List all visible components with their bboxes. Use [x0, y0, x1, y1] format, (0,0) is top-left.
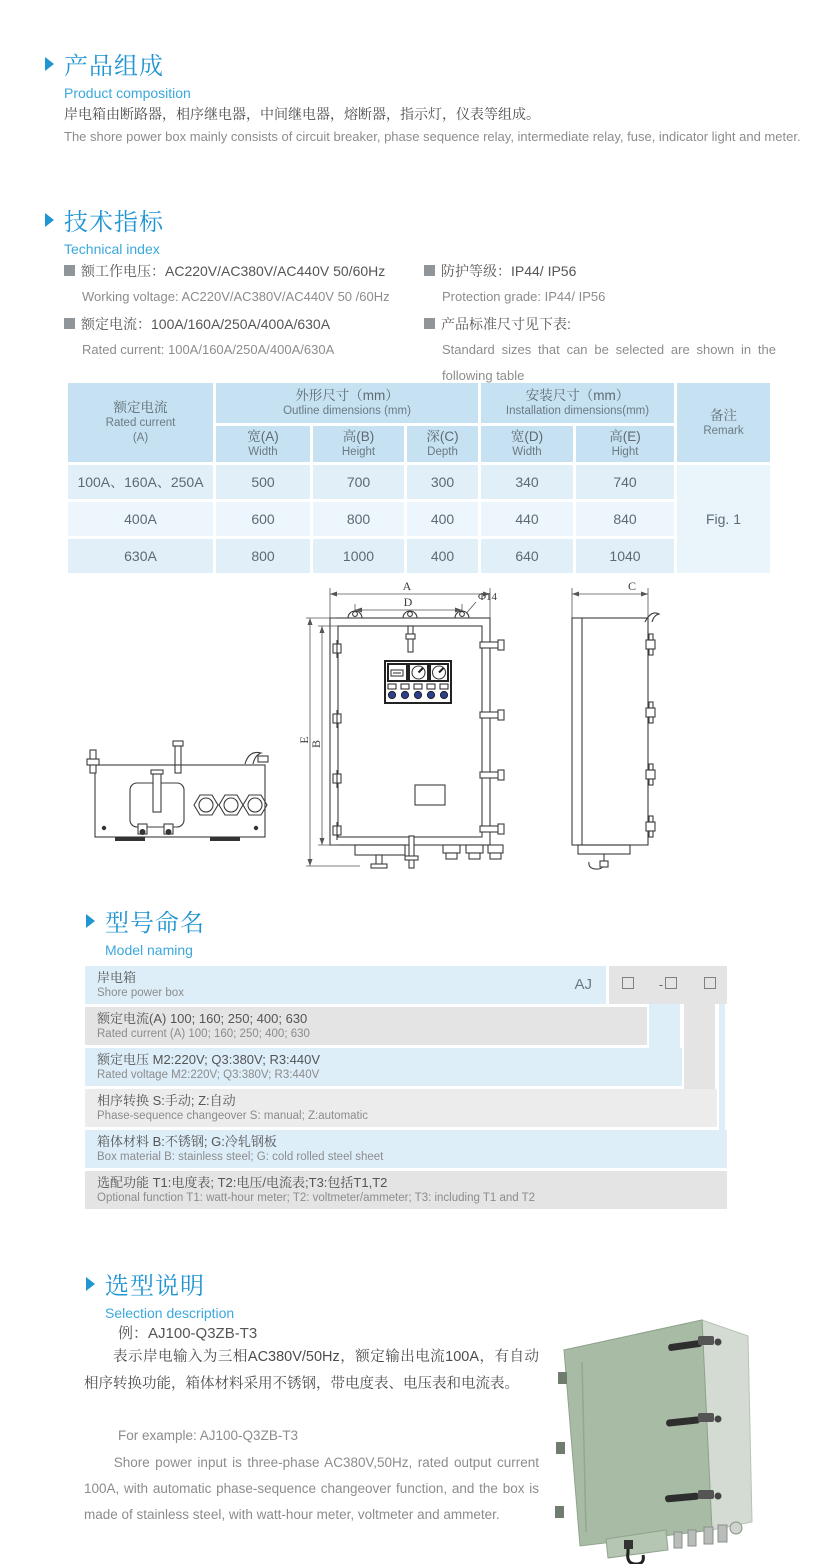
naming-row-rated-current — [85, 1007, 647, 1045]
spec-column-right — [424, 257, 776, 389]
subheader-width-a — [216, 426, 310, 462]
table-cell: 840 — [576, 502, 674, 536]
spec-zh-text: 额工作电压：AC220V/AC380V/AC440V 50/60Hz — [81, 262, 386, 279]
composition-body-zh: 岸电箱由断路器，相序继电器，中间继电器，熔断器，指示灯，仪表等组成。 — [64, 106, 540, 122]
technical-title-en: Technical index — [64, 241, 160, 257]
side-view-drawing — [572, 579, 659, 869]
spec-en-text: Working voltage: AC220V/AC380V/AC440V 50 /60Hz — [82, 289, 390, 304]
naming-en: Box material B: stainless steel; G: cold rolled steel sheet — [97, 1151, 384, 1163]
table-cell: 700 — [313, 465, 404, 499]
table-cell: 340 — [481, 465, 573, 499]
naming-row-box-material — [85, 1130, 727, 1168]
square-bullet-icon — [424, 318, 435, 329]
spec-zh-text: 产品标准尺寸见下表: — [441, 315, 571, 332]
code-box-icon — [665, 977, 677, 989]
selection-example-en: For example: AJ100-Q3ZB-T3 — [118, 1428, 299, 1443]
naming-en: Rated current (A) 100; 160; 250; 400; 630 — [97, 1028, 310, 1040]
table-cell: 740 — [576, 465, 674, 499]
section-arrow-icon — [86, 1277, 95, 1291]
spec-zh-text: 额定电流：100A/160A/250A/400A/630A — [81, 315, 331, 332]
dim-label-B: B — [309, 739, 323, 749]
technical-drawing-fig1 — [60, 578, 760, 878]
naming-row-label — [85, 966, 606, 1004]
model-code-prefix: AJ — [574, 976, 592, 993]
naming-en: Rated voltage M2:220V; Q3:380V; R3:440V — [97, 1069, 320, 1081]
subheader-height-e — [576, 426, 674, 462]
technical-title-zh: 技术指标 — [64, 209, 164, 236]
selection-title-en: Selection description — [105, 1305, 235, 1321]
naming-connector-strip — [647, 1004, 682, 1051]
spec-en-text: Rated current: 100A/160A/250A/400A/630A — [82, 342, 335, 357]
spec-zh-text: 防护等级：IP44/ IP56 — [441, 262, 577, 279]
subheader-en: Width — [512, 446, 542, 458]
naming-connector-strip — [717, 1004, 727, 1133]
dim-label-A: A — [402, 579, 412, 593]
header-rated-current — [68, 383, 213, 462]
composition-title-zh: 产品组成 — [64, 53, 164, 80]
section-technical-heading — [45, 202, 164, 257]
subheader-height-b — [313, 426, 404, 462]
subheader-en: Depth — [427, 446, 458, 458]
naming-row-rated-voltage — [85, 1048, 682, 1086]
subheader-en: Hight — [611, 446, 639, 458]
spec-en-text: Protection grade: IP44/ IP56 — [442, 289, 606, 304]
product-photo — [550, 1306, 800, 1564]
square-bullet-icon — [64, 265, 75, 276]
header-remark — [677, 383, 770, 462]
header-outline-dimensions — [216, 383, 478, 423]
selection-body-zh: 表示岸电输入为三相AC380V/50Hz，额定输出电流100A，有自动相序转换功能，箱体材料采用不锈钢，带电度表、电压表和电流表。 — [84, 1349, 539, 1392]
subheader-depth-c — [407, 426, 478, 462]
composition-body-en: The shore power box mainly consists of circuit breaker, phase sequence relay, intermediate relay, fuse, indicator light and meter. — [64, 129, 801, 144]
header-zh: 额定电流 — [113, 400, 168, 415]
naming-zh: 额定电流(A) 100; 160; 250; 400; 630 — [97, 1011, 308, 1026]
section-arrow-icon — [86, 914, 95, 928]
remark-cell: Fig. 1 — [677, 465, 770, 573]
naming-zh: 选配功能 T1:电度表; T2:电压/电流表;T3:包括T1,T2 — [97, 1175, 388, 1190]
code-box-icon — [622, 977, 634, 989]
dimensions-table — [68, 383, 770, 573]
naming-title-en: Model naming — [105, 942, 193, 958]
dim-label-phi14: Φ14 — [478, 591, 498, 603]
table-cell: 400 — [407, 539, 478, 573]
naming-en: Optional function T1: watt-hour meter; T2: voltmeter/ammeter; T3: including T1 and T2 — [97, 1192, 536, 1204]
header-en: Outline dimensions (mm) — [283, 405, 411, 417]
naming-en: Shore power box — [97, 987, 184, 999]
header-zh: 备注 — [710, 407, 737, 423]
naming-row-phase-sequence — [85, 1089, 717, 1127]
table-cell: 300 — [407, 465, 478, 499]
section-arrow-icon — [45, 57, 54, 71]
dim-label-C: C — [627, 579, 637, 593]
subheader-zh: 高(B) — [342, 429, 375, 444]
subheader-zh: 高(E) — [609, 429, 641, 444]
code-position-1 — [620, 976, 634, 994]
table-row-current: 100A、160A、250A — [68, 465, 213, 499]
code-position-2 — [659, 976, 677, 994]
header-en: Rated current — [105, 417, 176, 429]
naming-zh: 相序转换 S:手动; Z:自动 — [97, 1093, 236, 1108]
subheader-width-d — [481, 426, 573, 462]
spec-en-text: Standard sizes that can be selected are shown in the following table — [442, 342, 776, 383]
table-cell: 800 — [216, 539, 310, 573]
naming-zh: 箱体材料 B:不锈钢; G:冷轧钢板 — [97, 1134, 277, 1149]
code-position-3 — [702, 976, 716, 994]
dim-label-E: E — [297, 736, 311, 744]
spec-item — [64, 310, 416, 337]
subheader-zh: 宽(A) — [247, 429, 279, 444]
meter-panel-drawing — [385, 661, 451, 703]
square-bullet-icon — [424, 265, 435, 276]
subheader-en: Height — [341, 446, 376, 458]
naming-en: Phase-sequence changeover S: manual; Z:automatic — [97, 1110, 369, 1122]
table-cell: 800 — [313, 502, 404, 536]
section-arrow-icon — [45, 213, 54, 227]
model-code-boxes — [609, 966, 727, 1004]
header-unit: (A) — [132, 432, 149, 444]
subheader-en: Width — [248, 446, 278, 458]
subheader-zh: 深(C) — [426, 429, 459, 444]
spec-item — [424, 310, 776, 337]
spec-item — [64, 257, 416, 284]
dim-label-D: D — [403, 595, 413, 609]
table-cell: 1040 — [576, 539, 674, 573]
naming-title-zh: 型号命名 — [105, 910, 205, 937]
model-naming-diagram — [85, 966, 727, 1212]
naming-connector-strip — [682, 1004, 717, 1092]
composition-title-en: Product composition — [64, 85, 191, 101]
table-cell: 440 — [481, 502, 573, 536]
selection-body-en: Shore power input is three-phase AC380V,50Hz, rated output current 100A, with automatic phase-sequence changeover function, and the box is made of stainless steel, with watt-hour meter, voltmeter and ammeter. — [84, 1455, 539, 1522]
header-en: Remark — [703, 424, 744, 437]
section-composition-heading — [45, 46, 191, 101]
header-installation-dimensions — [481, 383, 674, 423]
square-bullet-icon — [64, 318, 75, 329]
code-prefix: - — [658, 977, 664, 992]
table-cell: 500 — [216, 465, 310, 499]
table-cell: 600 — [216, 502, 310, 536]
table-row-current: 400A — [68, 502, 213, 536]
header-en: Installation dimensions(mm) — [505, 405, 650, 417]
naming-row-product — [85, 966, 727, 1004]
code-box-icon — [704, 977, 716, 989]
header-zh: 安装尺寸（mm） — [525, 388, 630, 403]
section-selection-heading — [86, 1266, 234, 1321]
subheader-zh: 宽(D) — [510, 429, 544, 444]
table-cell: 640 — [481, 539, 573, 573]
table-cell: 1000 — [313, 539, 404, 573]
table-cell: 400 — [407, 502, 478, 536]
spec-item — [424, 257, 776, 284]
naming-row-optional-function — [85, 1171, 727, 1209]
bottom-view-drawing — [87, 741, 268, 841]
naming-zh: 额定电压 M2:220V; Q3:380V; R3:440V — [97, 1052, 321, 1067]
table-row-current: 630A — [68, 539, 213, 573]
selection-title-zh: 选型说明 — [105, 1273, 205, 1300]
selection-example-zh: 例：AJ100-Q3ZB-T3 — [118, 1325, 258, 1342]
section-naming-heading — [86, 903, 205, 958]
header-zh: 外形尺寸（mm） — [295, 388, 399, 403]
front-view-drawing — [297, 579, 504, 868]
naming-zh: 岸电箱 — [97, 970, 137, 985]
spec-column-left — [64, 257, 416, 363]
